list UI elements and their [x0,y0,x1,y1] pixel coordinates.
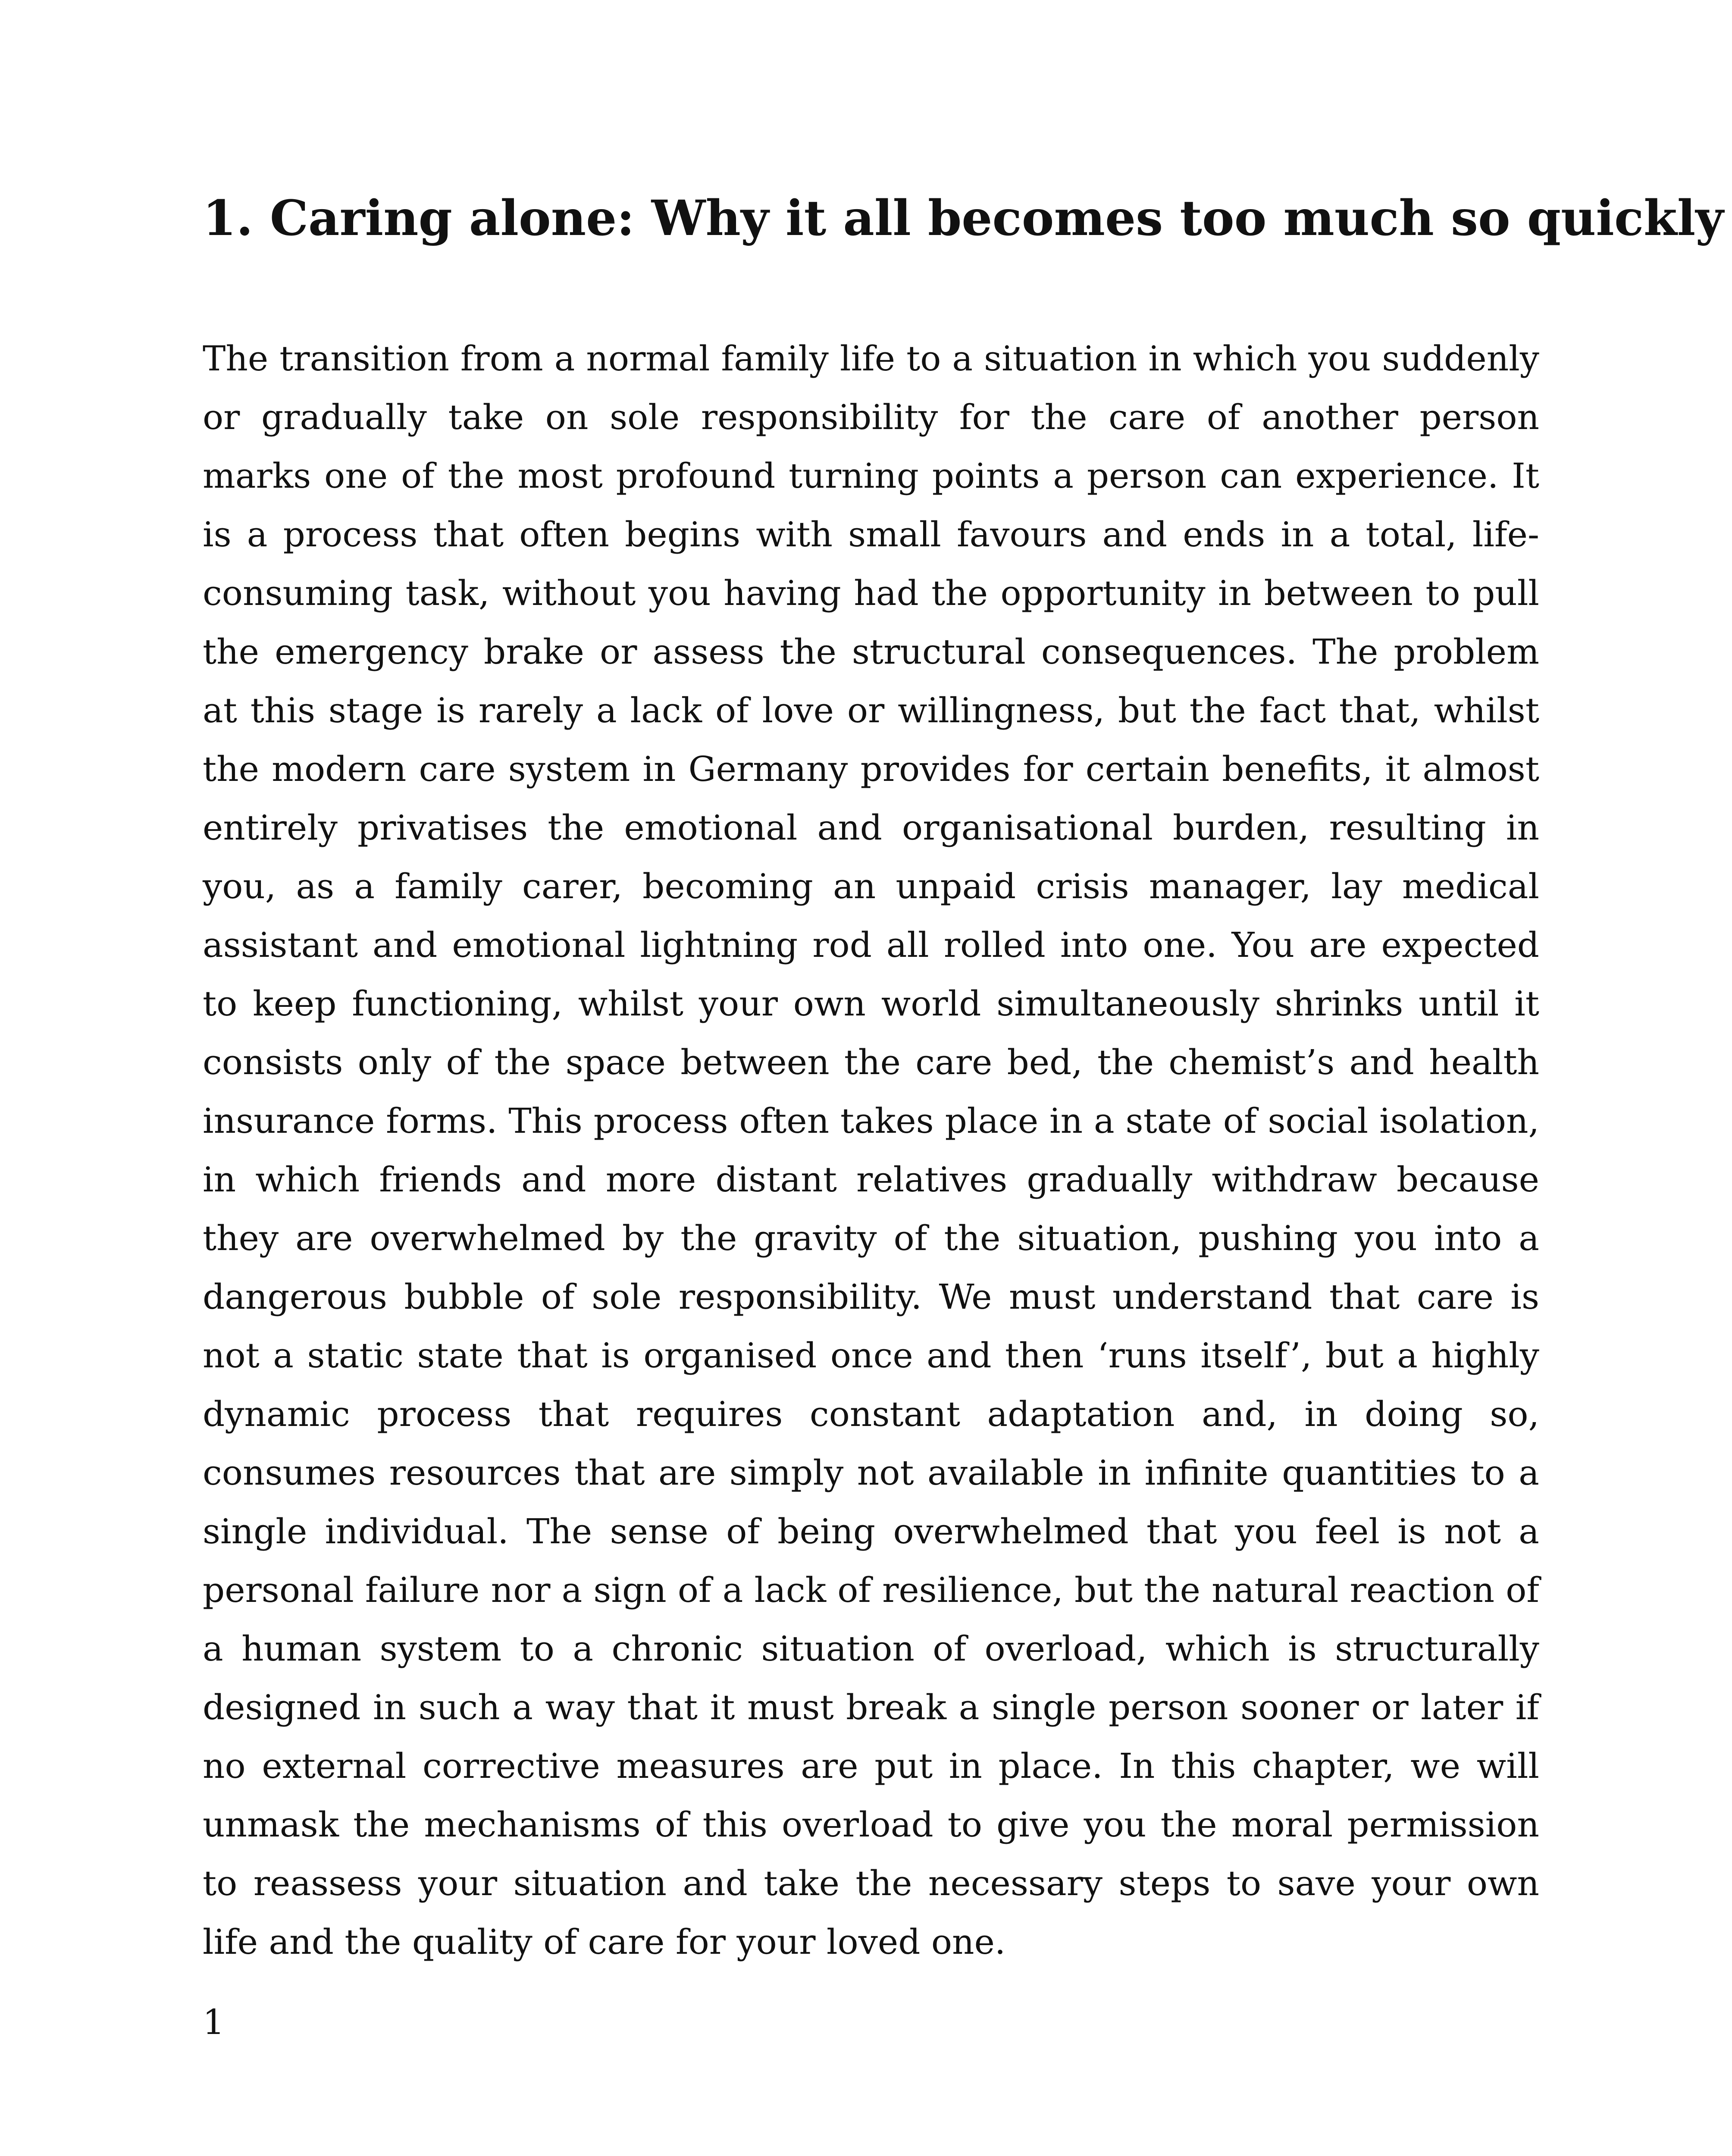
body-paragraph: The transition from a normal family life to a situation in which you suddenly or gradually take on sole responsibility for the care of another person marks one of the most profound turning points a person can experience. It is a process that often begins with small favours and ends in a total, life-consuming task, without you having had the opportunity in between to pull the emergency brake or assess the structural consequences. The problem at this stage is rarely a lack of love or willingness, but the fact that, whilst the modern care system in Germany provides for certain benefits, it almost entirely privatises the emotional and organisational burden, resulting in you, as a family carer, becoming an unpaid crisis manager, lay medical assistant and emotional lightning rod all rolled into one. You are expected to keep functioning, whilst your own world simultaneously shrinks until it consists only of the space between the care bed, the chemist’s and health insurance forms. This process often takes place in a state of social isolation, in which friends and more distant relatives gradually withdraw because they are overwhelmed by the gravity of the situation, pushing you into a dangerous bubble of sole responsibility. We must understand that care is not a static state that is organised once and then ‘runs itself’, but a highly dynamic process that requires constant adaptation and, in doing so, consumes resources that are simply not available in infinite quantities to a single individual. The sense of being overwhelmed that you feel is not a personal failure nor a sign of a lack of resilience, but the natural reaction of a human system to a chronic situation of overload, which is structurally designed in such a way that it must break a single person sooner or later if no external corrective measures are put in place. In this chapter, we will unmask the mechanisms of this overload to give you the moral permission to reassess your situation and take the necessary steps to save your own life and the quality of care for your loved one. [203,338,1539,1962]
chapter-heading: 1. Caring alone: Why it all becomes too much so quickly [203,190,1724,247]
page-content [203,190,1724,1971]
page-number: 1 [203,2002,225,2042]
